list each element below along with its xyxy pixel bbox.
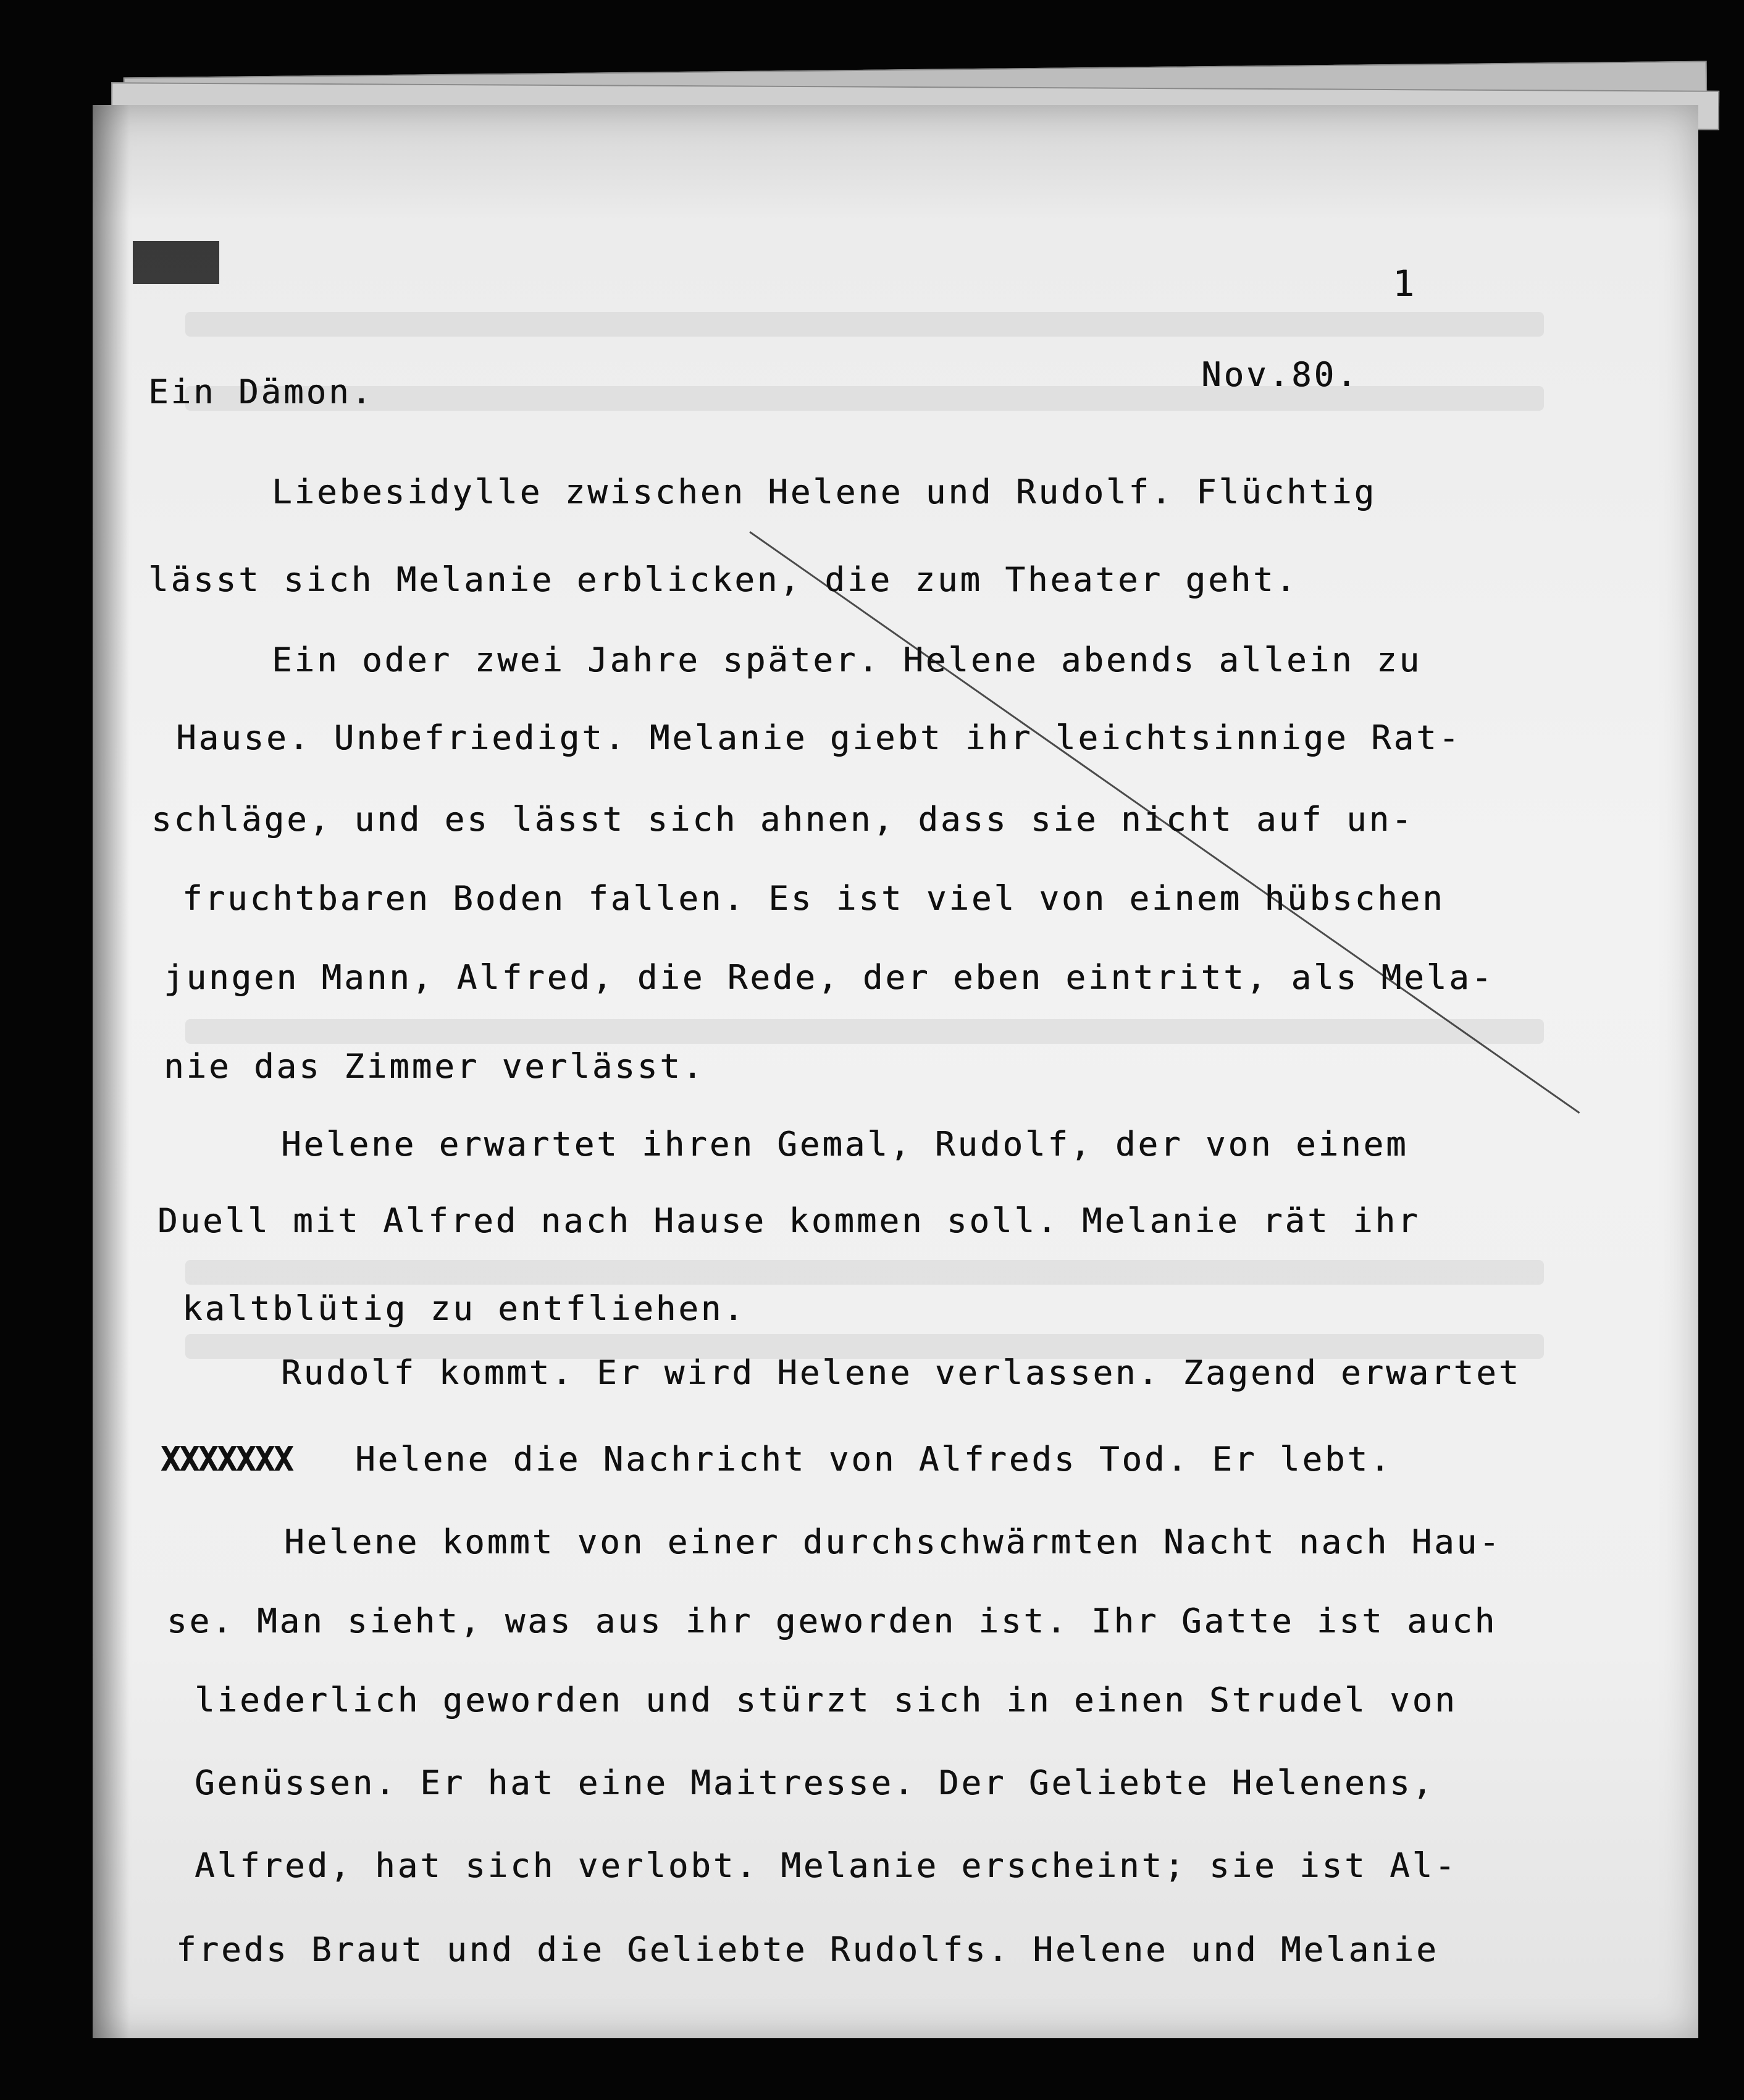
show-through-text [185, 1260, 1544, 1285]
struck-out-text: XXXXXXX [161, 1440, 293, 1479]
text-line: Helene die Nachricht von Alfreds Tod. Er lebt. [355, 1440, 1393, 1479]
text-line: Alfred, hat sich verlobt. Melanie erscheint; sie ist Al- [195, 1846, 1457, 1885]
text-line: liederlich geworden und stürzt sich in einen Strudel von [195, 1681, 1457, 1720]
text-line: kaltblütig zu entfliehen. [182, 1289, 746, 1328]
text-line: fruchtbaren Boden fallen. Es ist viel von einem hübschen [182, 879, 1445, 918]
text-line: se. Man sieht, was aus ihr geworden ist. Ihr Gatte ist auch [167, 1602, 1498, 1640]
text-line: freds Braut und die Geliebte Rudolfs. Helene und Melanie [176, 1930, 1439, 1969]
text-line: jungen Mann, Alfred, die Rede, der eben eintritt, als Mela- [164, 958, 1495, 997]
text-line: Rudolf kommt. Er wird Helene verlassen. Zagend erwartet [281, 1353, 1522, 1392]
document-date: Nov.80. [1201, 355, 1359, 394]
text-line: Liebesidylle zwischen Helene und Rudolf. Flüchtig [272, 472, 1377, 511]
show-through-text [185, 1019, 1544, 1044]
text-line: schläge, und es lässt sich ahnen, dass sie nicht auf un- [151, 800, 1414, 839]
text-line: Hause. Unbefriedigt. Melanie giebt ihr leichtsinnige Rat- [176, 718, 1462, 757]
page-edge-shadow [93, 105, 130, 2038]
text-line: Helene kommt von einer durchschwärmten Nacht nach Hau- [284, 1522, 1502, 1561]
document-title: Ein Dämon. [148, 372, 374, 411]
text-line: nie das Zimmer verlässt. [164, 1047, 705, 1086]
text-line: Genüssen. Er hat eine Maitresse. Der Geliebte Helenens, [195, 1763, 1435, 1802]
show-through-text [185, 312, 1544, 337]
text-line: Ein oder zwei Jahre später. Helene abends allein zu [272, 640, 1422, 679]
text-line: Duell mit Alfred nach Hause kommen soll. Melanie rät ihr [157, 1201, 1420, 1240]
corner-stamp-mark [133, 241, 219, 284]
text-line: Helene erwartet ihren Gemal, Rudolf, der von einem [281, 1125, 1409, 1164]
text-line: lässt sich Melanie erblicken, die zum Theater geht. [148, 560, 1299, 599]
page-number: 1 [1393, 262, 1417, 304]
